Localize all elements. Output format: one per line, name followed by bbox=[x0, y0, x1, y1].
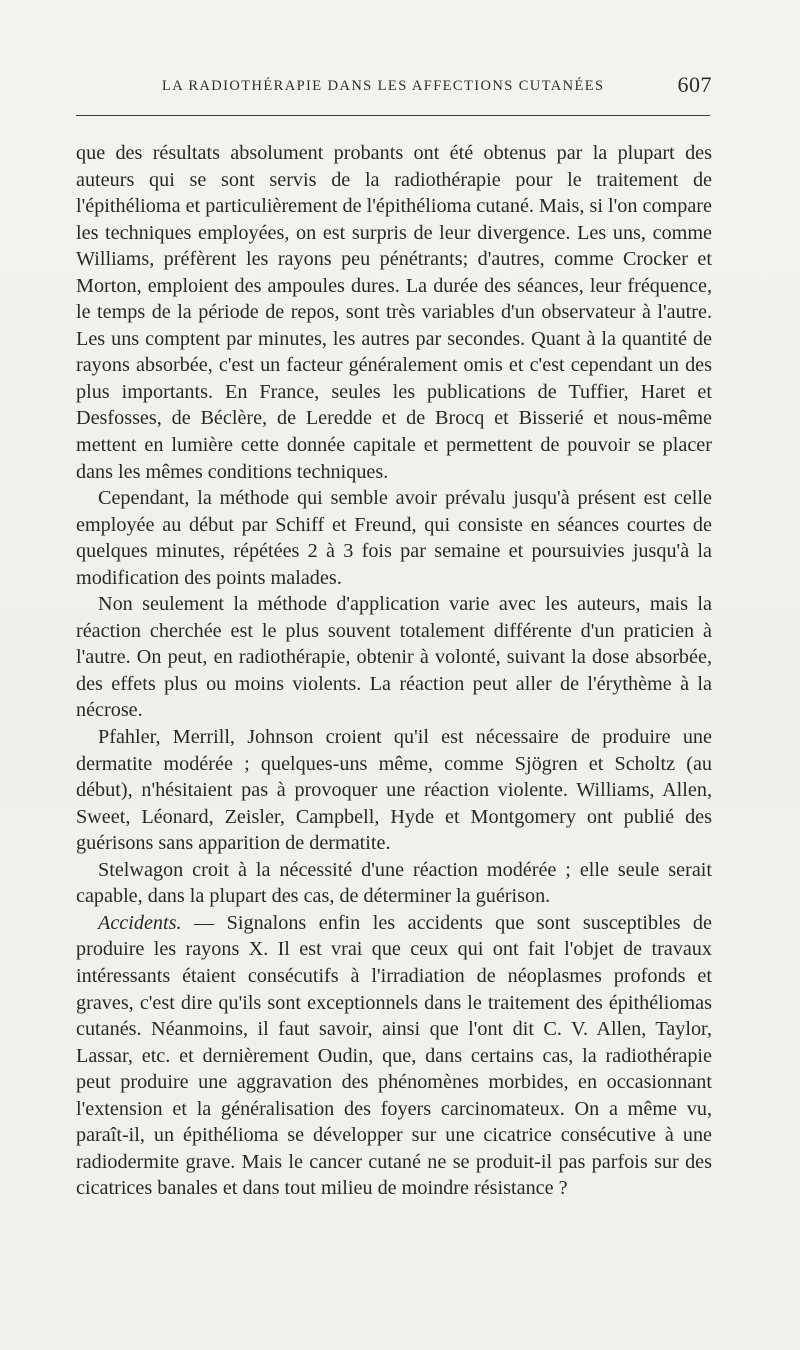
paragraph-continued: que des résultats absolument probants ont été obtenus par la plupart des auteurs qui se sont servis de la radiothérapie pour le traitement de l'épithélioma et particulièrement de l'épithélioma cutané. Mais, si l'on compare les techniques employées, on est surpris de leur divergence. Les uns, comme Williams, préfèrent les rayons peu pénétrants; d'autres, comme Crocker et Morton, emploient des ampoules dures. La durée des séances, leur fréquence, le temps de la période de repos, sont très variables d'un observateur à l'autre. Les uns comptent par minutes, les autres par secondes. Quant à la quantité de rayons absorbée, c'est un facteur généralement omis et c'est cependant un des plus importants. En France, seules les publications de Tuffier, Haret et Desfosses, de Béclère, de Leredde et de Brocq et Bisserié et nous-même mettent en lumière cette donnée capitale et permettent de pouvoir se placer dans les mêmes conditions techniques. bbox=[76, 142, 712, 483]
running-header bbox=[76, 74, 712, 104]
paragraph-reaction: Non seulement la méthode d'application varie avec les auteurs, mais la réaction cherchée est le plus souvent totalement différente d'un praticien à l'autre. On peut, en radiothérapie, obtenir à volonté, suivant la dose absorbée, des effets plus ou moins violents. La réaction peut aller de l'érythème à la nécrose. bbox=[76, 593, 712, 722]
page-number: 607 bbox=[677, 72, 712, 97]
running-title: LA RADIOTHÉRAPIE DANS LES AFFECTIONS CUTANÉES bbox=[162, 78, 605, 94]
paragraph-stelwagon: Stelwagon croit à la nécessité d'une réaction modérée ; elle seule serait capable, dans la plupart des cas, de déterminer la guérison. bbox=[76, 858, 712, 908]
paragraph-method: Cependant, la méthode qui semble avoir prévalu jusqu'à présent est celle employée au début par Schiff et Freund, qui consiste en séances courtes de quelques minutes, répétées 2 à 3 fois par semaine et poursuivies jusqu'à la modification des points malades. bbox=[76, 487, 712, 589]
paragraph-accidents-text: — Signalons enfin les accidents que sont susceptibles de produire les rayons X. Il est vrai que ceux qui ont fait l'objet de travaux intéressants étaient consécutifs à l'irradiation de néoplasmes profonds et graves, c'est dire qu'ils sont exceptionnels dans le traitement des épithéliomas cutanés. Néanmoins, il faut savoir, ainsi que l'ont dit C. V. Allen, Taylor, Lassar, etc. et dernièrement Oudin, que, dans certains cas, la radiothérapie peut produire une aggravation des phénomènes morbides, en occasionnant l'extension et la généralisation des foyers carcinomateux. On a même vu, paraît-il, un épithélioma se développer sur une cicatrice consécutive à une radiodermite grave. Mais le cancer cutané ne se produit-il pas parfois sur des cicatrices banales et dans tout milieu de moindre résistance ? bbox=[76, 911, 712, 1200]
body-text bbox=[76, 140, 712, 1202]
paragraph-dermatitis: Pfahler, Merrill, Johnson croient qu'il est nécessaire de produire une dermatite modérée ; quelques-uns même, comme Sjögren et Scholtz (au début), n'hésitaient pas à provoquer une réaction violente. Williams, Allen, Sweet, Léonard, Zeisler, Campbell, Hyde et Montgomery ont publié des guérisons sans apparition de dermatite. bbox=[76, 726, 712, 855]
header-rule bbox=[76, 115, 710, 116]
section-heading-accidents: Accidents. bbox=[98, 911, 182, 934]
paragraph-accidents bbox=[76, 910, 712, 1202]
